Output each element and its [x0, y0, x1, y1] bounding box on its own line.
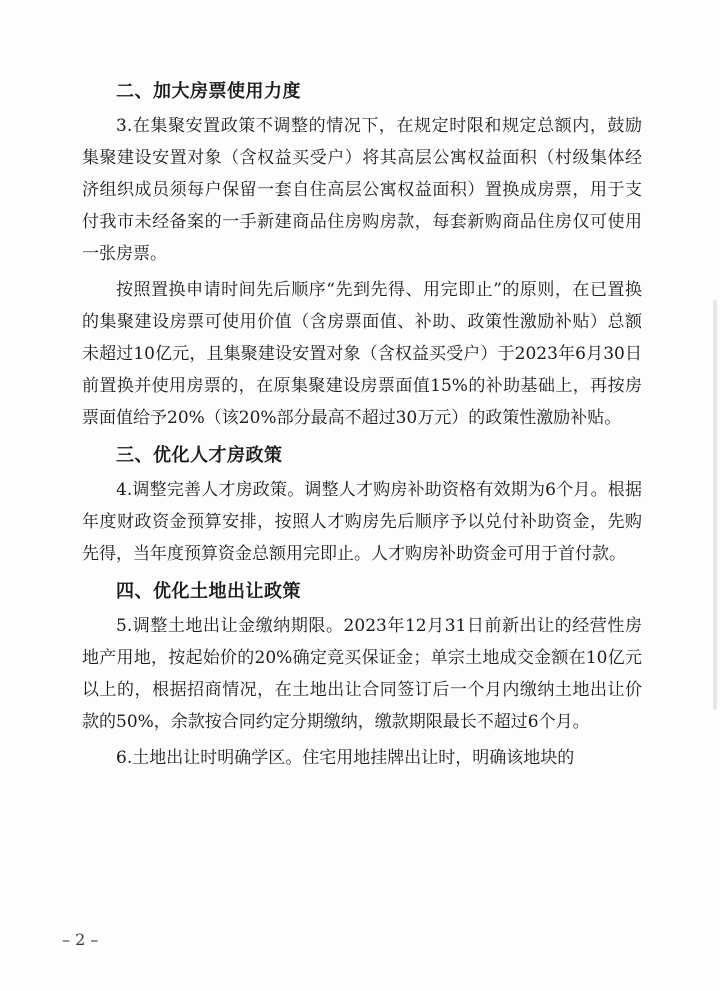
- paragraph-item-4: 4.调整完善人才房政策。调整人才购房补助资格有效期为6个月。根据年度财政资金预算安排，按照人才购房先后顺序予以兑付补助资金，先购先得，当年度预算资金总额用完即止。人才购房补助资金可用于首付款。: [82, 480, 642, 564]
- page-number: – 2 –: [62, 930, 99, 949]
- section-heading-4: 四、优化土地出让政策: [116, 581, 301, 602]
- section-heading-3: 三、优化人才房政策: [116, 445, 283, 466]
- document-body: [82, 74, 642, 774]
- paragraph-item-3: 3.在集聚安置政策不调整的情况下，在规定时限和规定总额内，鼓励集聚建设安置对象（含权益买受户）将其高层公寓权益面积（村级集体经济组织成员须每户保留一套自住高层公寓权益面积）置换成房票，用于支付我市未经备案的一手新建商品住房购房款，每套新购商品住房仅可使用一张房票。: [82, 116, 642, 264]
- scrollbar[interactable]: [713, 300, 717, 710]
- paragraph-item-6: 6.土地出让时明确学区。住宅用地挂牌出让时，明确该地块的: [116, 748, 575, 768]
- paragraph-item-5: 5.调整土地出让金缴纳期限。2023年12月31日前新出让的经营性房地产用地，按起始价的20%确定竞买保证金；单宗土地成交金额在10亿元以上的，根据招商情况，在土地出让合同签订后一个月内缴纳土地出让价款的50%，余款按合同约定分期缴纳，缴款期限最长不超过6个月。: [82, 616, 642, 732]
- section-heading-2: 二、加大房票使用力度: [116, 81, 301, 102]
- paragraph-housing-ticket-incentive: 按照置换申请时间先后顺序“先到先得、用完即止”的原则，在已置换的集聚建设房票可使用价值（含房票面值、补助、政策性激励补贴）总额未超过10亿元，且集聚建设安置对象（含权益买受户）于2023年6月30日前置换并使用房票的，在原集聚建设房票面值15%的补助基础上，再按房票面值给予20%（该20%部分最高不超过30万元）的政策性激励补贴。: [82, 280, 642, 428]
